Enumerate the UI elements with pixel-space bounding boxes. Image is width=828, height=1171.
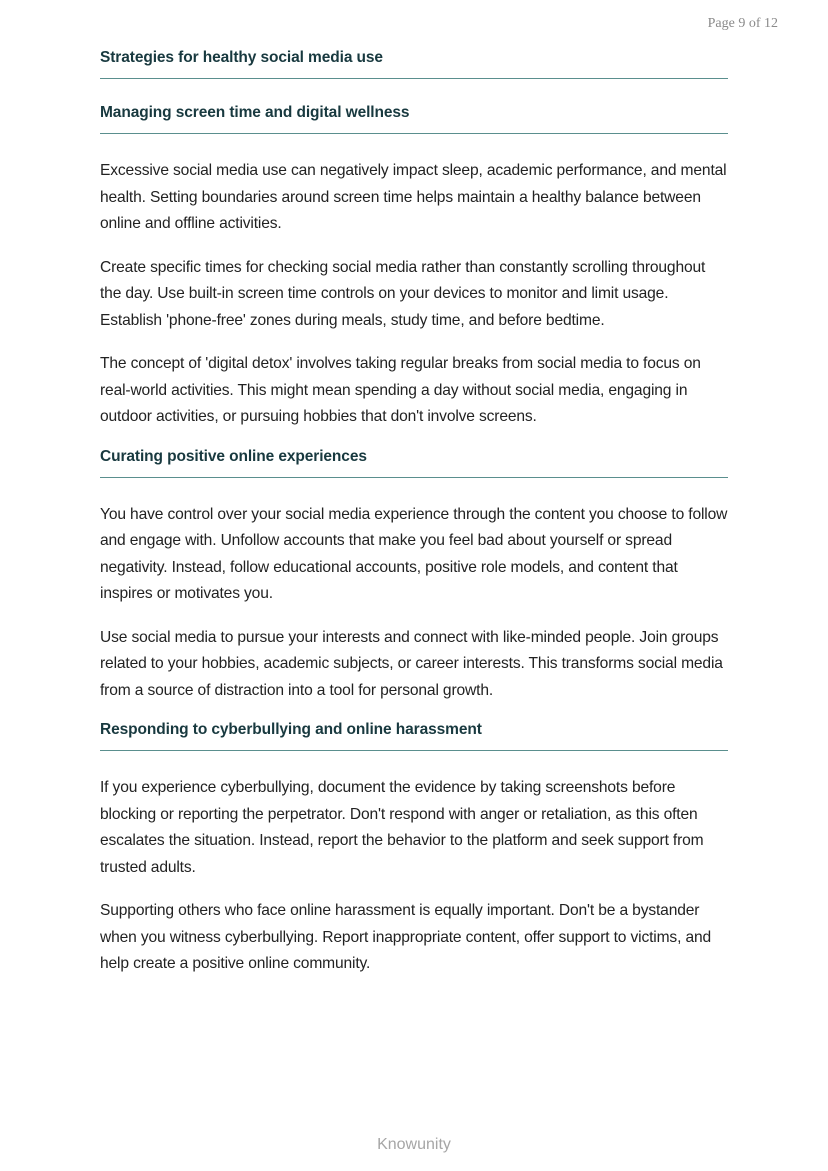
subsection-screen-time <box>100 104 728 431</box>
page-number: Page 9 of 12 <box>707 16 778 31</box>
paragraph: Supporting others who face online harassment is equally important. Don't be a bystander when you witness cyberbullying. Report inappropriate content, offer support to victims, and help create a positive online community. <box>100 902 712 972</box>
subsection-cyberbullying <box>100 721 728 978</box>
paragraph: Use social media to pursue your interests and connect with like-minded people. Join groups related to your hobbies, academic subjects, or career interests. This transforms social media from a source of distraction into a tool for personal growth. <box>100 628 723 699</box>
subsection-heading: Curating positive online experiences <box>100 448 728 478</box>
section-heading: Strategies for healthy social media use <box>100 49 728 79</box>
subsection-curating <box>100 448 728 705</box>
subsection-heading: Responding to cyberbullying and online harassment <box>100 721 728 751</box>
paragraph: Create specific times for checking social media rather than constantly scrolling throughout the day. Use built-in screen time controls on your devices to monitor and limit usage. Establish 'phone-free' zones during meals, study time, and before bedtime. <box>100 258 706 329</box>
paragraph: You have control over your social media experience through the content you choose to follow and engage with. Unfollow accounts that make you feel bad about yourself or spread negativity. Instead, follow educational accounts, positive role models, and content that inspires or motivates you. <box>100 505 728 602</box>
paragraph: Excessive social media use can negatively impact sleep, academic performance, and mental health. Setting boundaries around screen time helps maintain a healthy balance between online and offline activities. <box>100 162 727 232</box>
subsection-heading: Managing screen time and digital wellness <box>100 104 728 134</box>
paragraph: The concept of 'digital detox' involves taking regular breaks from social media to focus on real-world activities. This might mean spending a day without social media, engaging in outdoor activities, or pursuing hobbies that don't involve screens. <box>100 355 701 425</box>
document-content <box>100 49 728 995</box>
footer-brand: Knowunity <box>377 1136 451 1153</box>
paragraph: If you experience cyberbullying, document the evidence by taking screenshots before blocking or reporting the perpetrator. Don't respond with anger or retaliation, as this often escalates the situation. Instead, report the behavior to the platform and seek support from trusted adults. <box>100 779 704 876</box>
